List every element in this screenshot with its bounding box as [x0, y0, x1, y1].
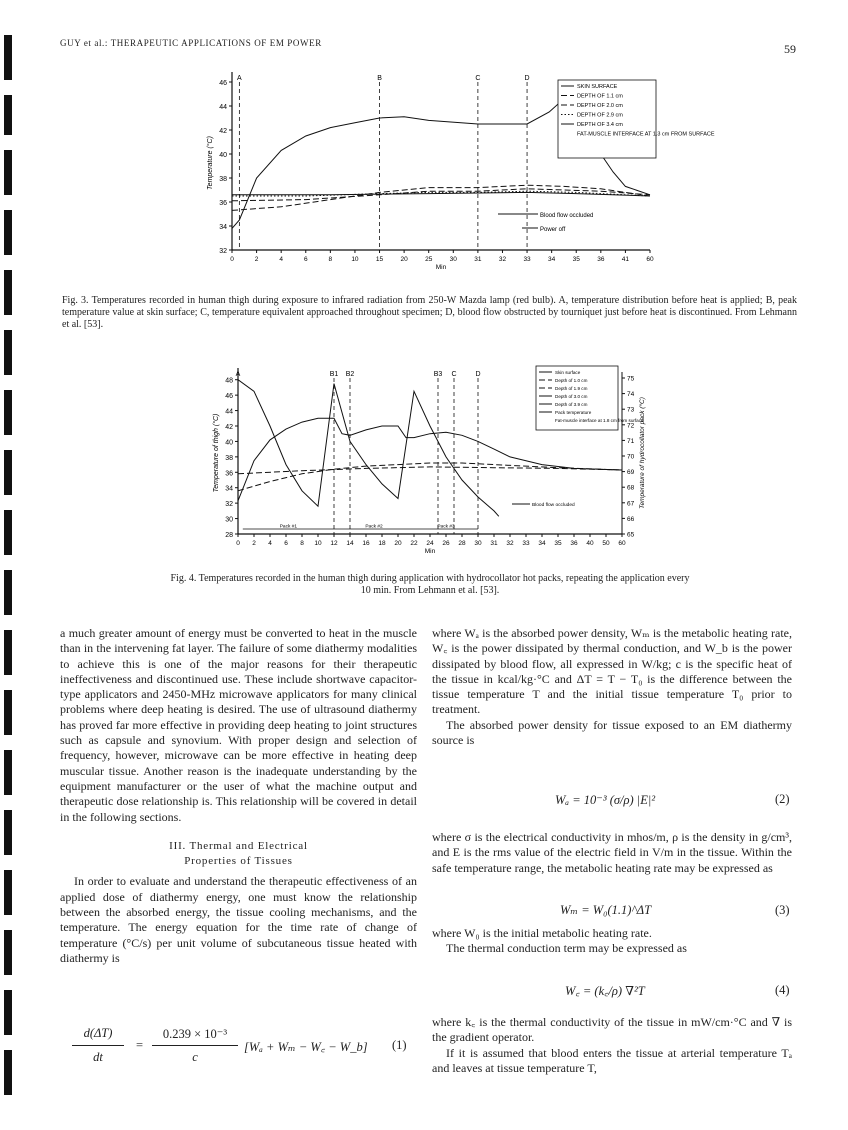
x-tick-label: 31 [490, 540, 498, 547]
pack-interval-label: Pack #3 [437, 524, 455, 530]
y2-tick-label: 74 [627, 391, 635, 399]
x-tick-label: 33 [522, 540, 530, 547]
y-tick-label: 38 [219, 176, 227, 183]
event-marker-label: B [377, 75, 382, 82]
x-tick-label: 4 [268, 540, 272, 547]
running-header: GUY et al.: THERAPEUTIC APPLICATIONS OF EM POWER [60, 38, 322, 48]
binding-mark [4, 95, 12, 135]
x-tick-label: 15 [375, 256, 384, 263]
y2-tick-label: 66 [627, 515, 635, 523]
series-line [238, 380, 499, 517]
legend-entry: FAT-MUSCLE INTERFACE AT 1.3 cm FROM SURFACE [577, 131, 715, 138]
eq1-lhs-numerator: d(ΔT) [83, 1026, 113, 1040]
paragraph: where k꜀ is the thermal conductivity of the tissue in mW/cm·°C and ∇ is the gradient operator. [432, 1015, 792, 1045]
legend-entry: DEPTH OF 2.0 cm [577, 103, 623, 109]
paragraph: The thermal conduction term may be expressed as [446, 941, 687, 956]
legend-entry: DEPTH OF 3.4 cm [577, 122, 623, 128]
y2-tick-label: 68 [627, 484, 635, 492]
x-tick-label: 36 [570, 540, 578, 547]
section-subheading: Properties of Tissues [184, 855, 293, 868]
x-tick-label: 4 [279, 256, 283, 263]
legend-entry: Depth of 3.0 cm [555, 394, 588, 399]
y-tick-label: 44 [225, 408, 233, 416]
binding-mark [4, 330, 12, 375]
binding-mark [4, 210, 12, 255]
binding-mark [4, 690, 12, 735]
right-column-continued [432, 926, 792, 957]
paragraph: where Wₐ is the absorbed power density, Wₘ is the metabolic heating rate, W꜀ is the power dissipated by thermal conduction, and W_b is the power dissipated by blood flow, all expressed in W/kg; c is the specific heat of the tissue in kcal/kg·°C and ΔT = T − T₀ is the difference between the tissue temperature T and the initial tissue temperature T₀ prior to treatment. [432, 626, 792, 717]
y-tick-label: 32 [225, 501, 233, 509]
figure-3-chart [190, 68, 715, 290]
event-marker-label: A [235, 371, 241, 378]
x-tick-label: 26 [442, 540, 450, 547]
binding-mark [4, 870, 12, 915]
x-tick-label: 41 [621, 256, 630, 263]
paragraph: where W₀ is the initial metabolic heating rate. [432, 926, 652, 940]
y-tick-label: 48 [225, 377, 233, 385]
x-tick-label: 16 [362, 540, 370, 547]
x-tick-label: 14 [346, 540, 354, 547]
binding-mark [4, 630, 12, 675]
binding-mark [4, 270, 12, 315]
y-tick-label: 36 [225, 470, 233, 478]
page-number: 59 [784, 42, 796, 56]
pack-interval-label: Pack #1 [279, 524, 298, 530]
fraction-bar [152, 1045, 238, 1046]
equals-sign: = [136, 1038, 144, 1052]
x-tick-label: 60 [618, 540, 626, 547]
x-tick-label: 22 [410, 540, 418, 547]
binding-mark [4, 450, 12, 495]
series-line [232, 185, 650, 210]
x-tick-label: 0 [236, 540, 240, 547]
paragraph: a much greater amount of energy must be converted to heat in the muscle than in the intervening fat layer. The failure of some diathermy modalities to achieve this is one of the major reasons for their therapeutic ineffectiveness and discontinued use. These include shortwave capacitor-type applicators and 2450-MHz microwave applicators for many clinical problems where deep heating is desired. The use of ultrasound diathermy has proved far more effective in providing deep heating to joint structures such as capsule and synovium. With proper design and selection of frequency, however, microwave can be more effective in heating deep muscular tissue. Another reason is the inadequate understanding by the equipment manufacturer or the user of what the machine output and therapeutic dose relationship is. This relationship will be covered in detail in the following sections. [60, 626, 417, 824]
legend-entry: Pack temperature [555, 410, 592, 415]
figure-3-caption [62, 295, 797, 331]
figure-3-caption-text: Temperatures recorded in human thigh during exposure to infrared radiation from 250-W Mazda lamp (red bulb). A, temperature distribution before heat is applied; B, peak temperature value at skin surface; C, temperature equivalent approached throughout specimen; D, blood flow obstructed by tourniquet just before heat is discontinued. From Lehmann et al. [53]. [62, 295, 797, 330]
legend-entry: DEPTH OF 1.1 cm [577, 93, 623, 100]
x-tick-label: 36 [597, 256, 605, 263]
x-tick-label: 10 [351, 256, 359, 263]
y-tick-label: 34 [219, 224, 227, 231]
event-marker-label: B1 [329, 371, 339, 378]
y2-tick-label: 73 [627, 406, 635, 414]
binding-mark [4, 1050, 12, 1095]
event-marker-label: B3 [433, 371, 443, 378]
y-tick-label: 42 [219, 128, 227, 135]
legend-entry: DEPTH OF 2.9 cm [577, 112, 623, 119]
x-tick-label: 10 [314, 540, 322, 547]
y-tick-label: 46 [219, 80, 227, 87]
y2-tick-label: 65 [627, 531, 635, 539]
x-tick-label: 30 [474, 540, 482, 547]
legend-entry: SKIN SURFACE [577, 84, 618, 90]
annotation-text: Power off [540, 227, 566, 233]
legend-entry: Depth of 1.9 cm [555, 386, 588, 391]
right-column-continued [432, 830, 792, 876]
x-tick-label: 35 [572, 256, 580, 263]
figure-4-caption [170, 573, 690, 597]
y-tick-label: 40 [219, 152, 227, 159]
x-tick-label: 60 [646, 256, 654, 263]
y-tick-label: 28 [225, 532, 233, 539]
x-tick-label: 50 [602, 540, 610, 547]
y-tick-label: 32 [219, 248, 227, 255]
fraction-bar [72, 1045, 124, 1046]
annotation-text: Blood flow occluded [540, 213, 594, 219]
binding-mark [4, 510, 12, 555]
x-tick-label: 34 [548, 256, 556, 263]
y2-axis-label: Temperature of hydrocollator pack (°C) [639, 397, 646, 509]
y-axis-label: Temperature of thigh (°C) [213, 413, 220, 493]
equation-number: (3) [775, 903, 790, 917]
binding-mark [4, 570, 12, 615]
x-axis-label: Min [435, 264, 447, 271]
right-column [432, 626, 792, 748]
figure-4-chart [190, 362, 660, 567]
equation-number: (1) [392, 1038, 407, 1052]
y2-tick-label: 70 [627, 453, 635, 461]
x-tick-label: 18 [378, 540, 386, 547]
x-tick-label: 8 [328, 256, 333, 263]
x-tick-label: 25 [425, 256, 433, 263]
series-line [238, 418, 622, 501]
y2-tick-label: 69 [627, 469, 635, 477]
legend-entry: Skin surface [555, 370, 581, 375]
legend-entry: Depth of 3.9 cm [555, 402, 588, 407]
event-marker-label: D [524, 75, 530, 82]
x-tick-label: 24 [426, 540, 434, 547]
binding-mark [4, 35, 12, 80]
y-tick-label: 38 [225, 454, 233, 462]
x-tick-label: 40 [586, 540, 594, 547]
annotation-text: Blood flow occluded [532, 503, 575, 508]
left-column [60, 626, 417, 966]
y2-tick-label: 72 [627, 422, 635, 430]
y-axis-label: Temperature (°C) [207, 136, 214, 190]
paragraph: The absorbed power density for tissue exposed to an EM diathermy source is [432, 717, 792, 748]
y-tick-label: 34 [225, 485, 233, 493]
eq1-coefficient-denominator: c [192, 1050, 198, 1064]
y-tick-label: 42 [225, 424, 233, 431]
binding-mark [4, 750, 12, 795]
legend-entry: Depth of 1.0 cm [555, 378, 588, 383]
x-tick-label: 34 [538, 540, 546, 547]
equation-number: (4) [775, 983, 790, 997]
event-marker-label: C [451, 371, 457, 378]
x-tick-label: 6 [303, 256, 308, 263]
x-tick-label: 33 [523, 256, 531, 263]
y-tick-label: 44 [219, 104, 227, 111]
figure-3-label: Fig. 3. [62, 295, 89, 306]
equation-number: (2) [775, 792, 790, 806]
x-tick-label: 28 [458, 540, 466, 547]
x-tick-label: 32 [498, 256, 507, 263]
event-marker-label: A [237, 75, 242, 82]
eq1-coefficient-numerator: 0.239 × 10⁻³ [162, 1027, 228, 1041]
x-tick-label: 20 [400, 256, 408, 263]
y-tick-label: 46 [225, 393, 233, 401]
event-marker-label: D [475, 371, 481, 378]
x-axis-label: Min [424, 548, 436, 555]
y2-tick-label: 75 [627, 375, 635, 383]
y2-tick-label: 67 [627, 500, 635, 508]
series-line [232, 192, 650, 196]
binding-mark [4, 930, 12, 975]
equation-3: Wₘ = W₀(1.1)^ΔT [560, 903, 652, 917]
x-tick-label: 30 [449, 256, 457, 263]
paragraph: In order to evaluate and understand the therapeutic effectiveness of an applied dose of diathermy energy, one must know the relationship between the absorbed energy, the tissue cooling mechanisms, and the temperature. The energy equation for the time rate of change of temperature (°C/s) per unit volume of subcutaneous tissue heated with diathermy is [60, 874, 417, 965]
binding-mark [4, 810, 12, 855]
x-tick-label: 12 [330, 540, 338, 547]
equation-4: W꜀ = (k꜀/ρ) ∇²T [565, 984, 645, 998]
binding-mark [4, 390, 12, 435]
x-tick-label: 2 [254, 256, 259, 263]
y-tick-label: 40 [225, 439, 233, 447]
eq1-lhs-denominator: dt [93, 1050, 103, 1064]
binding-mark [4, 150, 12, 195]
y-tick-label: 30 [225, 516, 233, 524]
y-tick-label: 36 [219, 200, 227, 207]
x-tick-label: 0 [230, 256, 234, 263]
x-tick-label: 2 [252, 540, 256, 547]
figure-4-caption-text: Temperatures recorded in the human thigh during application with hydrocollator hot packs, repeating the application every 10 min. From Lehmann et al. [53]. [198, 573, 690, 596]
section-heading: III. Thermal and Electrical [169, 839, 308, 852]
x-tick-label: 35 [554, 540, 562, 547]
right-column-continued [432, 1015, 792, 1076]
x-tick-label: 20 [394, 540, 402, 547]
x-tick-label: 6 [284, 540, 288, 547]
paragraph: where σ is the electrical conductivity in mhos/m, ρ is the density in g/cm³, and E is the rms value of the electric field in V/m in the tissue. Within the safe temperature range, the metabolic heating rate may be expressed as [432, 830, 792, 875]
figure-4-label: Fig. 4. [170, 573, 197, 584]
event-marker-label: C [475, 75, 481, 82]
legend-entry: Fat-muscle interface at 1.8 cm from surface [555, 418, 644, 423]
paragraph: If it is assumed that blood enters the tissue at arterial temperature Tₐ and leaves at tissue temperature T, [432, 1045, 792, 1075]
legend-box [558, 80, 656, 158]
y2-tick-label: 71 [627, 437, 635, 445]
x-tick-label: 8 [300, 540, 304, 547]
pack-interval-label: Pack #2 [365, 524, 383, 530]
equation-2: Wₐ = 10⁻³ (σ/ρ) |E|² [555, 793, 656, 807]
eq1-rhs: [Wₐ + Wₘ − W꜀ − W_b] [244, 1040, 368, 1054]
x-tick-label: 31 [474, 256, 482, 263]
event-marker-label: B2 [345, 371, 355, 378]
binding-mark [4, 990, 12, 1035]
x-tick-label: 32 [506, 540, 514, 547]
equation-1 [68, 1026, 418, 1076]
